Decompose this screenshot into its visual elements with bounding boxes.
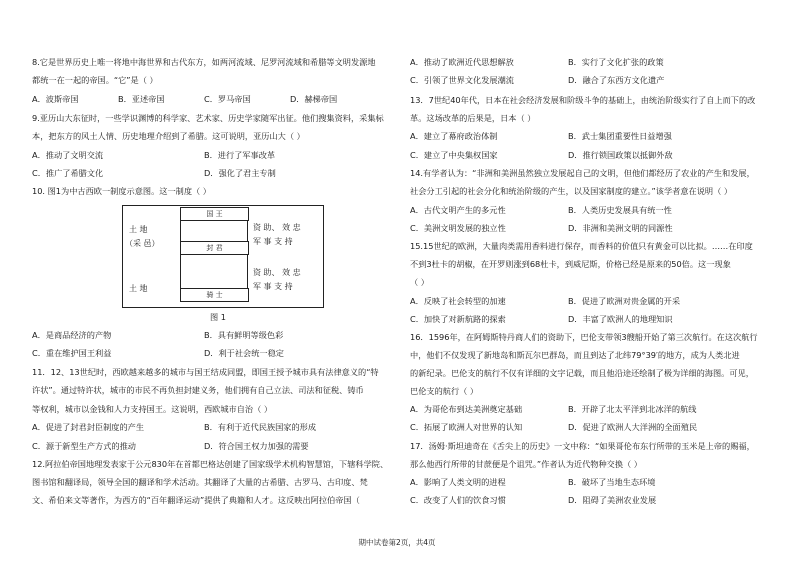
q9-option-b[interactable]: B．进行了军事改革 — [204, 150, 276, 160]
q15-line3: （ ） — [410, 277, 429, 287]
q8-line1: 8.它是世界历史上唯一将地中海世界和古代东方，如两河流域、尼罗河流域和希腊等文明发源地 — [32, 57, 376, 67]
q15-line2: 不到3杜卡的胡椒，在开罗则涨到68杜卡，到威尼斯，价格已经是原来的50倍。这一现象 — [410, 259, 731, 269]
q8-option-a[interactable]: A．波斯帝国 — [32, 94, 79, 104]
page-footer: 期中试卷第2页，共4页 — [358, 538, 436, 547]
q14-option-c[interactable]: C．美洲文明发展的独立性 — [410, 223, 506, 233]
q17-line1: 17．汤姆·斯坦迪奇在《舌尖上的历史》一文中称：“如果哥伦布东行所带的玉米是上帝的赐福， — [410, 441, 755, 451]
q11-option-a[interactable]: A．促进了封君封臣制度的产生 — [32, 422, 145, 432]
diagram-label-land-top: 土 地 — [129, 225, 148, 234]
q9-option-c[interactable]: C．推广了希腊文化 — [32, 168, 104, 178]
q9-option-a[interactable]: A．推动了文明交流 — [32, 150, 104, 160]
q16-option-c[interactable]: C．拓展了欧洲人对世界的认知 — [410, 422, 523, 432]
q16-line1: 16．1596年，在阿姆斯特丹商人们的资助下，巴伦支带领3艘船开始了第三次航行。在这次航行 — [410, 332, 758, 342]
q11-option-d[interactable]: D．符合国王权力加强的需要 — [204, 441, 309, 451]
q14-option-d[interactable]: D．非洲和美洲文明的同源性 — [568, 223, 673, 233]
q16-option-d[interactable]: D．促进了欧洲人大洋洲的全面殖民 — [568, 422, 698, 432]
q11-option-c[interactable]: C．源于新型生产方式的推动 — [32, 441, 136, 451]
q16-option-b[interactable]: B．开辟了北太平洋到北冰洋的航线 — [568, 404, 697, 414]
diagram-label-fief: （采 邑） — [125, 239, 160, 248]
q16-line2: 中，他们不仅发现了新地岛和斯瓦尔巴群岛，而且到达了北纬79°39′的地方，成为人类北进 — [410, 350, 740, 360]
diagram-box-knight: 骑 士 — [180, 288, 249, 302]
q12-option-a[interactable]: A．推动了欧洲近代思想解放 — [410, 57, 514, 67]
q10-option-a[interactable]: A．是商品经济的产物 — [32, 330, 112, 340]
q14-option-b[interactable]: B．人类历史发展具有统一性 — [568, 205, 672, 215]
q8-line2: 都统一在一起的帝国。“它”是（ ） — [32, 75, 158, 85]
q13-line2: 革。这场改革的后果是，日本（ ） — [410, 113, 536, 123]
q15-option-c[interactable]: C．加快了对新航路的探索 — [410, 314, 506, 324]
q10-option-c[interactable]: C．重在维护国王利益 — [32, 348, 112, 358]
q11-line1: 11．12、13世纪时，西欧越来越多的城市与国王结成同盟，即国王授予城市具有法律意义的“特 — [32, 367, 379, 377]
q11-option-b[interactable]: B．有利于近代民族国家的形成 — [204, 422, 317, 432]
q10-option-d[interactable]: D．利于社会统一稳定 — [204, 348, 284, 358]
q11-line3: 等权利，城市以金钱和人力支持国王。这说明，西欧城市自治（ ） — [32, 404, 273, 414]
q17-option-c[interactable]: C．改变了人们的饮食习惯 — [410, 495, 506, 505]
q17-option-a[interactable]: A．影响了人类文明的进程 — [410, 477, 506, 487]
q12-line1: 12.阿拉伯帝国地理发表家于公元830年在首都巴格达创建了国家级学术机构智慧馆，下辖科学院、 — [32, 459, 389, 469]
diagram-label-land-bottom: 土 地 — [129, 284, 148, 293]
diagram-box-king: 国 王 — [180, 207, 249, 221]
diagram-label-support-bottom-1: 资 助、 效 忠 — [253, 268, 301, 277]
q11-line2: 许状”。通过特许状，城市的市民不再负担封建义务，他们拥有自己立法、司法和征税、铸币 — [32, 385, 364, 395]
q8-option-d[interactable]: D．赫梯帝国 — [290, 94, 338, 104]
q15-option-d[interactable]: D．丰富了欧洲人的地理知识 — [568, 314, 673, 324]
q10-option-b[interactable]: B．具有鲜明等级色彩 — [204, 330, 284, 340]
q15-line1: 15.15世纪的欧洲，大量肉类需用香料进行保存，而香料的价值只有黄金可以比拟。……在印度 — [410, 241, 753, 251]
q13-option-c[interactable]: C．建立了中央集权国家 — [410, 150, 498, 160]
q16-line3: 的新纪录。巴伦支的航行不仅有详细的文字记载，而且他沿途还绘制了极为详细的海图。可见， — [410, 368, 754, 378]
q17-line2: 那么他西行所带的甘蔗便是个诅咒。”作者认为近代物种交换（ ） — [410, 459, 642, 469]
q13-option-d[interactable]: D．推行锁国政策以抵御外敌 — [568, 150, 673, 160]
q15-option-a[interactable]: A．反映了社会转型的加速 — [410, 296, 506, 306]
q17-option-d[interactable]: D．阻碍了美洲农业发展 — [568, 495, 657, 505]
diagram-box-lord: 封 君 — [180, 241, 249, 255]
q10-line1: 10. 图1为中古西欧一制度示意图。这一制度（ ） — [32, 186, 211, 196]
feudal-diagram — [122, 205, 324, 308]
q9-option-d[interactable]: D．强化了君主专制 — [204, 168, 276, 178]
q12-option-b[interactable]: B．实行了文化扩张的政策 — [568, 57, 664, 67]
q12-option-d[interactable]: D．融合了东西方文化遗产 — [568, 75, 665, 85]
diagram-label-support-top-1: 资 助、 效 忠 — [253, 223, 301, 232]
q15-option-b[interactable]: B．促进了欧洲对贵金属的开采 — [568, 296, 681, 306]
diagram-label-support-bottom-2: 军 事 支 持 — [253, 282, 293, 291]
q13-option-a[interactable]: A．建立了幕府政治体制 — [410, 131, 498, 141]
q13-option-b[interactable]: B．武士集团重要性日益增强 — [568, 131, 672, 141]
q14-option-a[interactable]: A．古代文明产生的多元性 — [410, 205, 506, 215]
q14-line2: 社会分工引起的社会分化和统治阶级的产生，以及国家制度的建立。”该学者意在说明（ ） — [410, 186, 733, 196]
figure-caption: 图 1 — [210, 312, 226, 322]
q8-option-b[interactable]: B．亚述帝国 — [118, 94, 165, 104]
q9-line2: 本，把东方的风土人情、历史地理介绍到了希腊。这可说明，亚历山大（ ） — [32, 131, 305, 141]
q8-option-c[interactable]: C．罗马帝国 — [204, 94, 251, 104]
q12-option-c[interactable]: C．引领了世界文化发展潮流 — [410, 75, 514, 85]
q12-line3: 文、希伯来文等著作，为西方的“百年翻译运动”提供了典籍和人才。这反映出阿拉伯帝国（ — [32, 495, 360, 505]
q14-line1: 14.有学者认为：“非洲和美洲虽然独立发展起自己的文明，但他们都经历了农业的产生和发展， — [410, 168, 755, 178]
q9-line1: 9.亚历山大东征时，一些学识渊博的科学家、艺术家、历史学家随军出征。他们搜集资料，采集标 — [32, 113, 384, 123]
diagram-label-support-top-2: 军 事 支 持 — [253, 237, 293, 246]
q17-option-b[interactable]: B．破坏了当地生态环境 — [568, 477, 656, 487]
q12-line2: 图书馆和翻译局，领导全国的翻译和学术活动。其翻译了大量的古希腊、古罗马、古印度、梵 — [32, 477, 368, 487]
q16-option-a[interactable]: A．为哥伦布到达美洲奠定基础 — [410, 404, 523, 414]
q16-line4: 巴伦支的航行（ ） — [410, 386, 479, 396]
q13-line1: 13．7世纪40年代，日本在社会经济发展和阶级斗争的基础上，由统治阶级实行了自上而下的改 — [410, 95, 756, 105]
